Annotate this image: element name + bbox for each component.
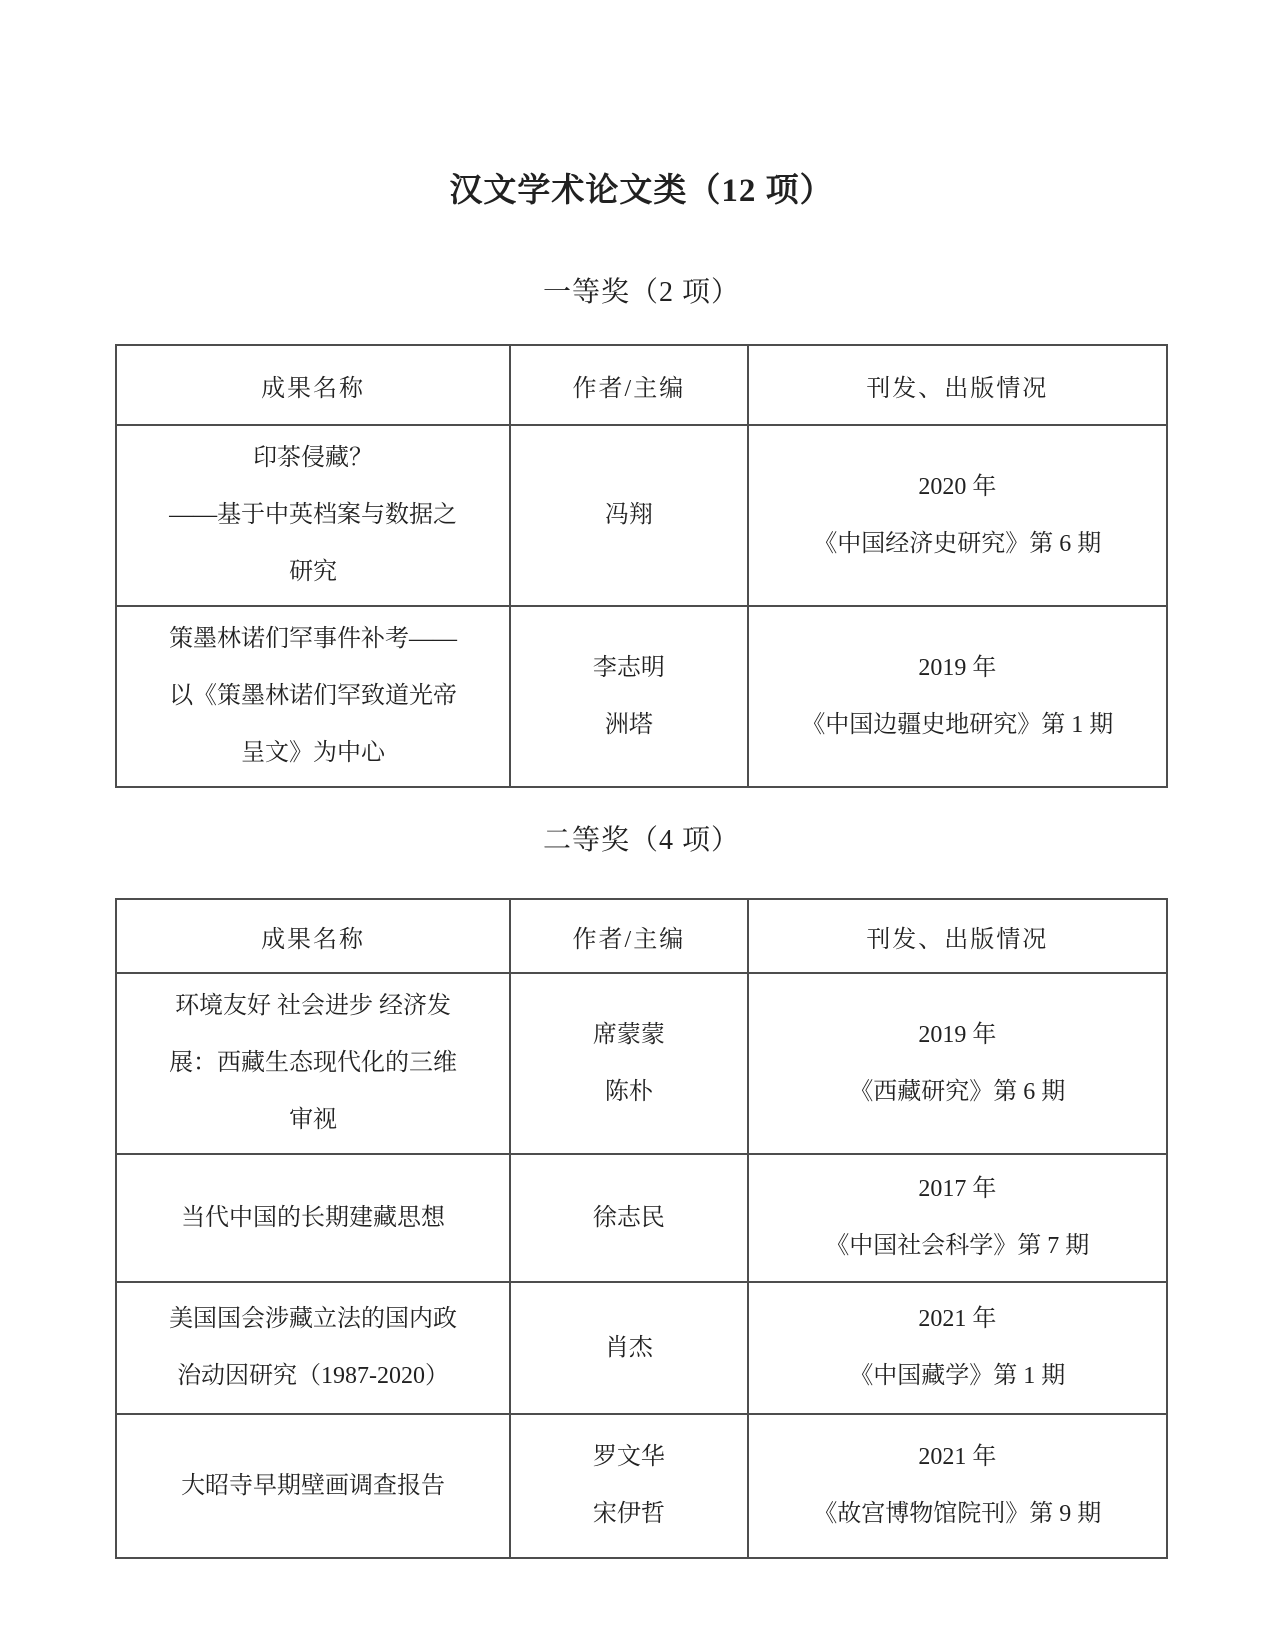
publication-cell (748, 606, 1167, 787)
text-line: 李志明 (592, 654, 665, 681)
text-line: 审视 (289, 1107, 338, 1133)
table-row (116, 973, 1167, 1154)
table-row (116, 606, 1167, 787)
text-line: 《西藏研究》第 6 期 (849, 1078, 1066, 1105)
work-title-cell (116, 425, 510, 606)
author-cell (510, 606, 748, 787)
text-line: 2020 年 (918, 473, 997, 500)
work-title-cell (116, 1414, 510, 1558)
text-line: ——基于中英档案与数据之 (169, 502, 458, 528)
text-line: 《中国藏学》第 1 期 (849, 1363, 1066, 1389)
text-line: 环境友好 社会进步 经济发 (175, 993, 452, 1019)
section-heading-second-prize: 二等奖（4 项） (542, 825, 740, 856)
text-line: 当代中国的长期建藏思想 (181, 1204, 446, 1231)
header-publication: 刊发、出版情况 (748, 345, 1167, 425)
table-header-row (116, 899, 1167, 973)
publication-cell (748, 425, 1167, 606)
table-header-row (116, 345, 1167, 425)
text-line: 罗文华 (592, 1444, 665, 1470)
author-cell (510, 1282, 748, 1414)
text-line: 《中国社会科学》第 7 期 (825, 1233, 1090, 1259)
text-line: 徐志民 (592, 1204, 665, 1231)
header-work-title: 成果名称 (116, 345, 510, 425)
author-cell (510, 973, 748, 1154)
publication-cell (748, 1282, 1167, 1414)
author-cell (510, 1154, 748, 1282)
work-title-cell (116, 1154, 510, 1282)
text-line: 策墨林诺们罕事件补考—— (169, 626, 458, 652)
publication-cell (748, 1414, 1167, 1558)
section-heading-first-prize: 一等奖（2 项） (542, 277, 740, 308)
second-prize-table (115, 898, 1168, 1559)
first-prize-table (115, 344, 1168, 788)
text-line: 治动因研究（1987-2020） (177, 1363, 450, 1389)
text-line: 美国国会涉藏立法的国内政 (169, 1306, 458, 1332)
text-line: 陈朴 (604, 1078, 653, 1105)
text-line: 2021 年 (918, 1306, 997, 1332)
work-title-cell (116, 606, 510, 787)
publication-cell (748, 973, 1167, 1154)
text-line: 洲塔 (604, 711, 653, 738)
table-row (116, 1414, 1167, 1558)
text-line: 2019 年 (918, 654, 997, 681)
text-line: 席蒙蒙 (592, 1021, 665, 1048)
work-title-cell (116, 1282, 510, 1414)
header-work-title: 成果名称 (116, 899, 510, 973)
text-line: 以《策墨林诺们罕致道光帝 (169, 683, 458, 709)
text-line: 2017 年 (918, 1176, 997, 1202)
author-cell (510, 1414, 748, 1558)
header-author: 作者/主编 (510, 899, 748, 973)
text-line: 2019 年 (918, 1021, 997, 1048)
header-author: 作者/主编 (510, 345, 748, 425)
table-row (116, 1154, 1167, 1282)
header-publication: 刊发、出版情况 (748, 899, 1167, 973)
author-cell (510, 425, 748, 606)
publication-cell (748, 1154, 1167, 1282)
text-line: 2021 年 (918, 1444, 997, 1470)
text-line: 《故宫博物馆院刊》第 9 期 (813, 1501, 1102, 1527)
page-title: 汉文学术论文类（12 项） (449, 173, 834, 209)
text-line: 冯翔 (604, 502, 653, 528)
text-line: 印茶侵藏？ (253, 445, 374, 471)
text-line: 呈文》为中心 (241, 740, 386, 766)
text-line: 展：西藏生态现代化的三维 (169, 1050, 458, 1076)
table-row (116, 1282, 1167, 1414)
text-line: 大昭寺早期壁画调查报告 (181, 1472, 446, 1499)
text-line: 研究 (289, 559, 338, 585)
table-row (116, 425, 1167, 606)
text-line: 《中国经济史研究》第 6 期 (813, 530, 1102, 557)
text-line: 宋伊哲 (592, 1501, 665, 1527)
text-line: 《中国边疆史地研究》第 1 期 (801, 711, 1114, 738)
text-line: 肖杰 (604, 1334, 653, 1361)
work-title-cell (116, 973, 510, 1154)
